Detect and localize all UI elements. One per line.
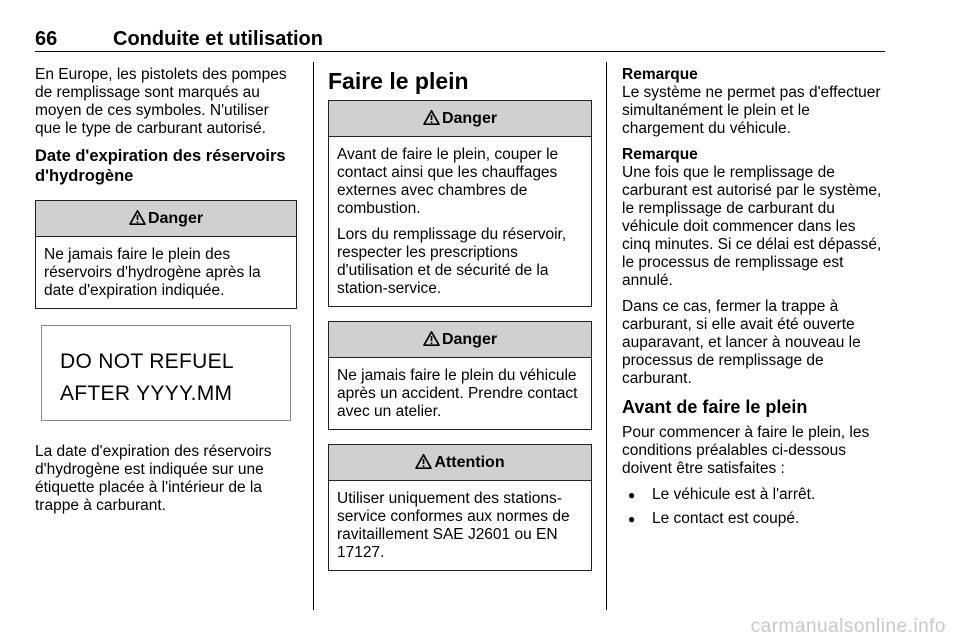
attention-title: Attention [434, 453, 505, 471]
danger-box [328, 100, 592, 307]
danger-text: Avant de faire le plein, couper le contact ainsi que les chauffages externes avec chambres de combustion. [337, 146, 559, 217]
danger-box [328, 321, 592, 430]
watermark: carmanualsonline.info [750, 616, 946, 637]
column-middle [328, 66, 592, 585]
list-item-text: Le contact est coupé. [652, 510, 800, 527]
outro-paragraph: La date d'expiration des réservoirs d'hydrogène est indiquée sur une étiquette placée à l'intérieur de la trappe à carburant. [35, 443, 272, 514]
note-block [622, 66, 888, 138]
warning-triangle-icon [423, 110, 440, 125]
danger-box [35, 200, 297, 309]
danger-text: Lors du remplissage du réservoir, respecter les prescriptions d'utilisation et de sécurité de la station-service. [337, 226, 567, 297]
bullet-icon: ● [628, 488, 636, 502]
danger-header [329, 101, 591, 137]
column-divider [313, 62, 314, 610]
danger-title: Danger [441, 109, 498, 127]
danger-text: Ne jamais faire le plein du véhicule après un accident. Prendre contact avec un atelier. [337, 367, 578, 420]
danger-text: Ne jamais faire le plein des réservoirs d'hydrogène après la date d'expiration indiquée. [44, 246, 261, 299]
section-heading-before-refuel: Avant de faire le plein [622, 397, 808, 417]
note-block [622, 146, 888, 290]
page-header [35, 26, 885, 52]
attention-box [328, 444, 592, 571]
list-item [622, 510, 888, 528]
list-item-text: Le véhicule est à l'arrêt. [652, 486, 816, 503]
refuel-label-illustration [41, 325, 291, 421]
warning-triangle-icon [423, 331, 440, 346]
page-title: Conduite et utilisation [113, 28, 323, 50]
intro-paragraph: En Europe, les pistolets des pompes de remplissage sont marqués au moyen de ces symboles. N'utiliser que le type de carburant autorisé. [35, 66, 287, 137]
label-line-2: AFTER YYYY.MM [60, 382, 233, 405]
column-left [35, 66, 297, 523]
danger-title: Danger [441, 330, 498, 348]
attention-text: Utiliser uniquement des stations-service conformes aux normes de ravitaillement SAE J2601 ou EN 17127. [337, 490, 570, 561]
column-right [622, 66, 888, 534]
warning-triangle-icon [415, 454, 432, 469]
note-text: Le système ne permet pas d'effectuer simultanément le plein et le chargement du véhicule. [622, 84, 881, 137]
note-continuation: Dans ce cas, fermer la trappe à carburant, si elle avait été ouverte auparavant, et lancer à nouveau le processus de remplissage de carburant. [622, 298, 861, 387]
danger-title: Danger [147, 209, 204, 227]
bullet-icon: ● [628, 512, 636, 526]
section-heading-expiry: Date d'expiration des réservoirs d'hydrogène [35, 147, 286, 185]
conditions-intro: Pour commencer à faire le plein, les conditions préalables ci-dessous doivent être satisfaites : [622, 424, 870, 477]
note-label: Remarque [622, 66, 698, 83]
danger-header [329, 322, 591, 358]
conditions-list [622, 486, 888, 528]
note-label: Remarque [622, 146, 698, 163]
column-divider [606, 62, 607, 610]
page-number: 66 [35, 28, 58, 50]
list-item [622, 486, 888, 504]
attention-header [329, 445, 591, 481]
label-line-1: DO NOT REFUEL [60, 350, 234, 373]
danger-header [36, 201, 296, 237]
warning-triangle-icon [129, 210, 146, 225]
section-heading-refuel: Faire le plein [328, 68, 469, 94]
note-text: Une fois que le remplissage de carburant est autorisé par le système, le remplissage de carburant du véhicule doit commencer dans les cinq minutes. Si ce délai est dépassé, le processus de remplissage est annulé. [622, 164, 882, 289]
